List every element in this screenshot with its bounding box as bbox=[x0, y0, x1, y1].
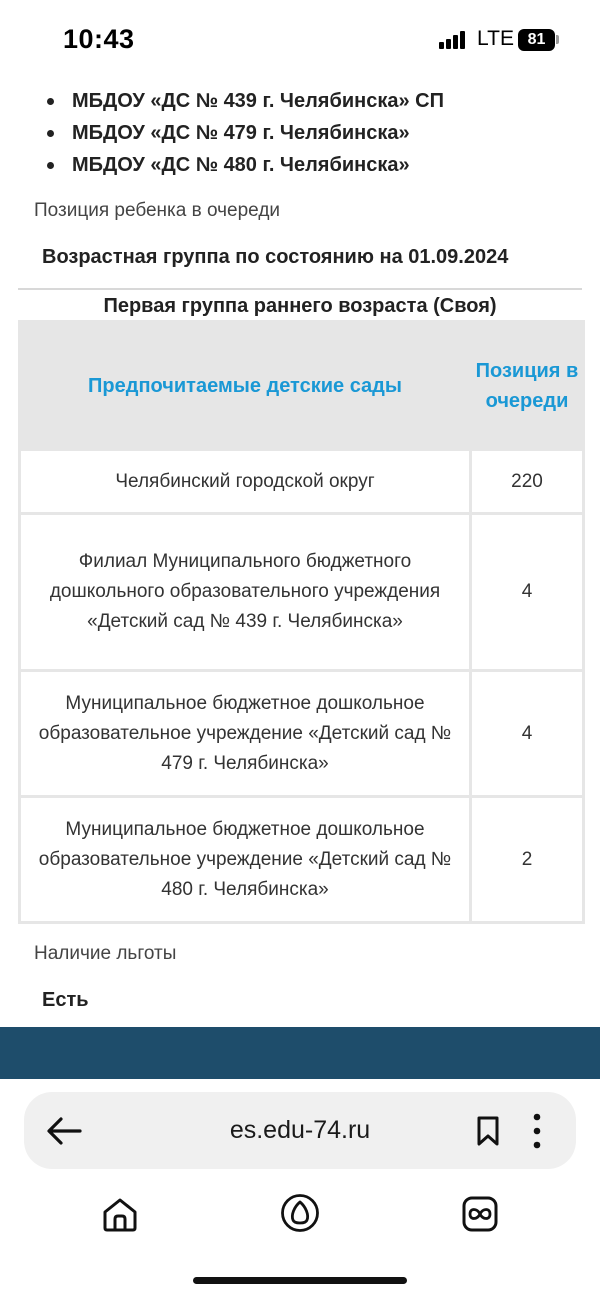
table-row bbox=[20, 671, 584, 797]
browser-toolbar bbox=[0, 1079, 600, 1297]
status-time: 10:43 bbox=[63, 24, 135, 54]
table-cell-position: 220 bbox=[471, 450, 584, 514]
home-indicator[interactable] bbox=[193, 1277, 407, 1284]
age-group-label: Возрастная группа по состоянию на 01.09.2024 bbox=[42, 246, 509, 268]
table-cell-position: 4 bbox=[471, 514, 584, 671]
group-title: Первая группа раннего возраста (Своя) bbox=[103, 295, 497, 317]
table-header-row bbox=[20, 322, 584, 450]
bookmark-icon[interactable] bbox=[474, 1115, 502, 1147]
table-row bbox=[20, 797, 584, 923]
back-arrow-icon[interactable] bbox=[44, 1112, 84, 1150]
table-cell-kindergarten: Филиал Муниципального бюджетного дошкольного образовательного учреждения «Детский сад № 439 г. Челябинска» bbox=[20, 514, 471, 671]
selected-kindergartens-list bbox=[72, 86, 444, 182]
table-cell-position: 4 bbox=[471, 671, 584, 797]
queue-position-label: Позиция ребенка в очереди bbox=[34, 200, 281, 221]
table-cell-kindergarten: Муниципальное бюджетное дошкольное образовательное учреждение «Детский сад № 479 г. Челябинска» bbox=[20, 671, 471, 797]
home-icon[interactable] bbox=[100, 1194, 140, 1234]
section-divider bbox=[18, 288, 582, 290]
network-type: LTE bbox=[477, 27, 514, 50]
url-text: es.edu-74.ru bbox=[229, 1116, 371, 1144]
table-row bbox=[20, 514, 584, 671]
tabs-icon[interactable] bbox=[460, 1194, 500, 1234]
table-cell-kindergarten: Челябинский городской округ bbox=[20, 450, 471, 514]
table-row bbox=[20, 450, 584, 514]
battery-tip bbox=[556, 35, 559, 44]
battery-icon: 81 bbox=[518, 29, 555, 51]
status-bar bbox=[0, 0, 600, 80]
cellular-signal-icon bbox=[439, 31, 469, 49]
more-vertical-icon[interactable] bbox=[526, 1112, 548, 1150]
benefit-label: Наличие льготы bbox=[34, 943, 177, 964]
table-cell-position: 2 bbox=[471, 797, 584, 923]
benefit-value: Есть bbox=[42, 989, 89, 1011]
address-bar[interactable] bbox=[24, 1092, 576, 1169]
list-item: МБДОУ «ДС № 480 г. Челябинска» bbox=[72, 150, 444, 182]
header-position: Позиция в очереди bbox=[471, 322, 584, 450]
header-kindergartens: Предпочитаемые детские сады bbox=[20, 322, 471, 450]
queue-table bbox=[18, 320, 585, 924]
alice-icon[interactable] bbox=[280, 1193, 320, 1233]
list-item: МБДОУ «ДС № 479 г. Челябинска» bbox=[72, 118, 444, 150]
list-item: МБДОУ «ДС № 439 г. Челябинска» СП bbox=[72, 86, 444, 118]
table-cell-kindergarten: Муниципальное бюджетное дошкольное образовательное учреждение «Детский сад № 480 г. Челябинска» bbox=[20, 797, 471, 923]
site-footer bbox=[0, 1027, 600, 1079]
